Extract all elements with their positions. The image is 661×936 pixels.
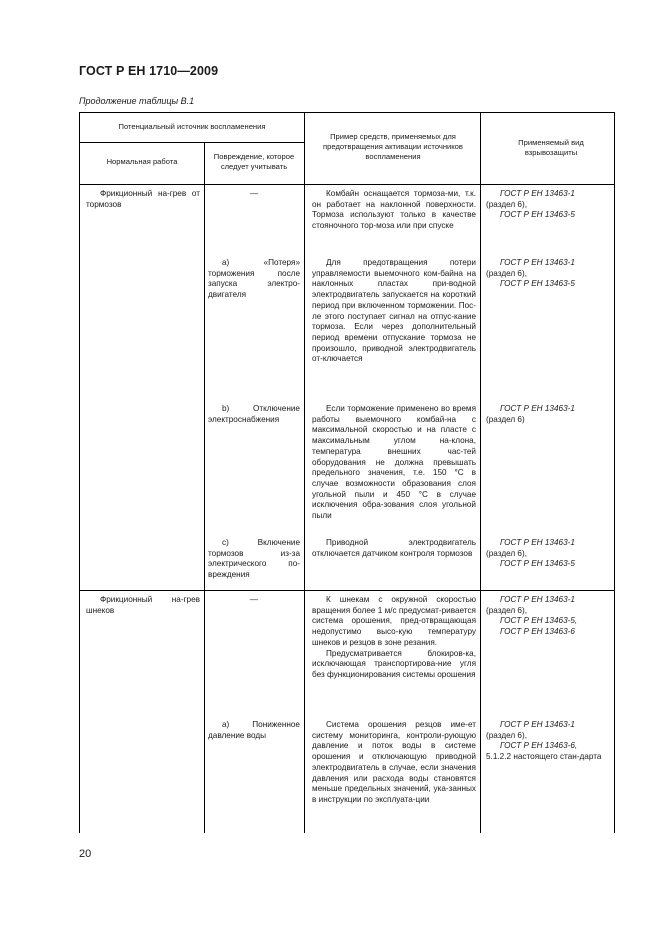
header-measures: Пример средств, применяемых для предотвращения активации источников воспламенения — [323, 132, 463, 161]
table-header-bottom-rule — [80, 184, 614, 185]
row1-measures: Комбайн оснащается тормоза-ми, т.к. он работает на наклонной поверхности. Тормоза используют только в качестве стояночного тор-моза или при спуске — [312, 189, 476, 231]
table-col-rule-1 — [204, 142, 205, 833]
row1-protection: ГОСТ Р ЕН 13463-1 (раздел 6), ГОСТ Р ЕН 13463-5 — [486, 189, 575, 220]
row4-protection: ГОСТ Р ЕН 13463-1 (раздел 6), ГОСТ Р ЕН 13463-5 — [486, 538, 575, 569]
row5-measures: К шнекам с окружной скоростью вращения более 1 м/с предусмат-ривается система орошения, пред-отвращающая недопустимо высо-кую температуру шнеков и резцов в зоне резания. Предусматривается блокиров-ка, исключающая транспортирова-ние угля без функционирования системы орошения — [312, 595, 476, 679]
row6-measures: Система орошения резцов име-ет систему мониторинга, контроли-рующую давление и поток воды в системе орошения и отключающую приводной электродвигатель в случае, если значения давления или расхода воды становятся меньше предельных значений, ука-занных в инструкции по эксплуата-ции — [312, 720, 476, 804]
header-normal-operation: Нормальная работа — [106, 157, 178, 166]
row1-normal: Фрикционный на-грев от тормозов — [86, 189, 200, 209]
table-col-rule-2 — [304, 112, 305, 833]
row6-damage: а) Пониженное давление воды — [208, 720, 300, 740]
row6-protection: ГОСТ Р ЕН 13463-1 (раздел 6), ГОСТ Р ЕН 13463-6, 5.1.2.2 настоящего стан-дарта — [486, 720, 602, 762]
row5-damage: — — [249, 595, 259, 604]
ignition-sources-table — [79, 112, 615, 833]
page-number: 20 — [79, 848, 92, 860]
header-potential-source: Потенциальный источник воспламенения — [118, 122, 266, 131]
row4-measures: Приводной электродвигатель отключается датчиком контроля тормозов — [312, 538, 476, 558]
header-protection: Применяемый вид взрывозащиты — [518, 138, 584, 157]
row1-damage: — — [249, 189, 259, 198]
row5-protection: ГОСТ Р ЕН 13463-1 (раздел 6), ГОСТ Р ЕН 13463-5, ГОСТ Р ЕН 13463-6 — [486, 595, 578, 637]
row2-protection: ГОСТ Р ЕН 13463-1 (раздел 6), ГОСТ Р ЕН 13463-5 — [486, 258, 575, 289]
table-top-rule — [80, 112, 614, 113]
table-section-rule — [80, 590, 614, 591]
row3-measures: Если торможение применено во время работы выемочного комбай-на с максимальной скоростью и на пласте с максимальным углом на-клона, температура внешних час-тей оборудования не должна превышать предельного значения, т.е. 150 °С в случае возможности образования слоя угольной пыли и 450 °С в случае исключения обра-зования слоя угольной пыли — [312, 404, 476, 521]
table-subheader-rule — [80, 142, 304, 143]
row2-damage: а) «Потеря» торможения после запуска электро-двигателя — [208, 258, 300, 300]
row4-damage: с) Включение тормозов из-за электрического по-вреждения — [208, 538, 300, 580]
row3-damage: b) Отключение электроснабжения — [208, 404, 300, 424]
header-damage: Повреждение, которое следует учитывать — [213, 152, 295, 171]
row2-measures: Для предотвращения потери управляемости выемочного ком-байна на наклонных пластах при-водной электродвигатель запускается на короткий период при включенном торможении. Пос-ле этого поступает сигнал на отпус-кание тормоза. Если через дополнительный период времени отпускание тормоза не произошло, приводной электродвигатель от-ключается — [312, 258, 476, 364]
row5-normal: Фрикционный на-грев шнеков — [86, 595, 200, 615]
table-col-rule-3 — [480, 112, 481, 833]
document-code: ГОСТ Р ЕН 1710—2009 — [79, 64, 219, 78]
row3-protection: ГОСТ Р ЕН 13463-1 (раздел 6) — [486, 404, 575, 424]
table-caption: Продолжение таблицы В.1 — [79, 96, 195, 106]
